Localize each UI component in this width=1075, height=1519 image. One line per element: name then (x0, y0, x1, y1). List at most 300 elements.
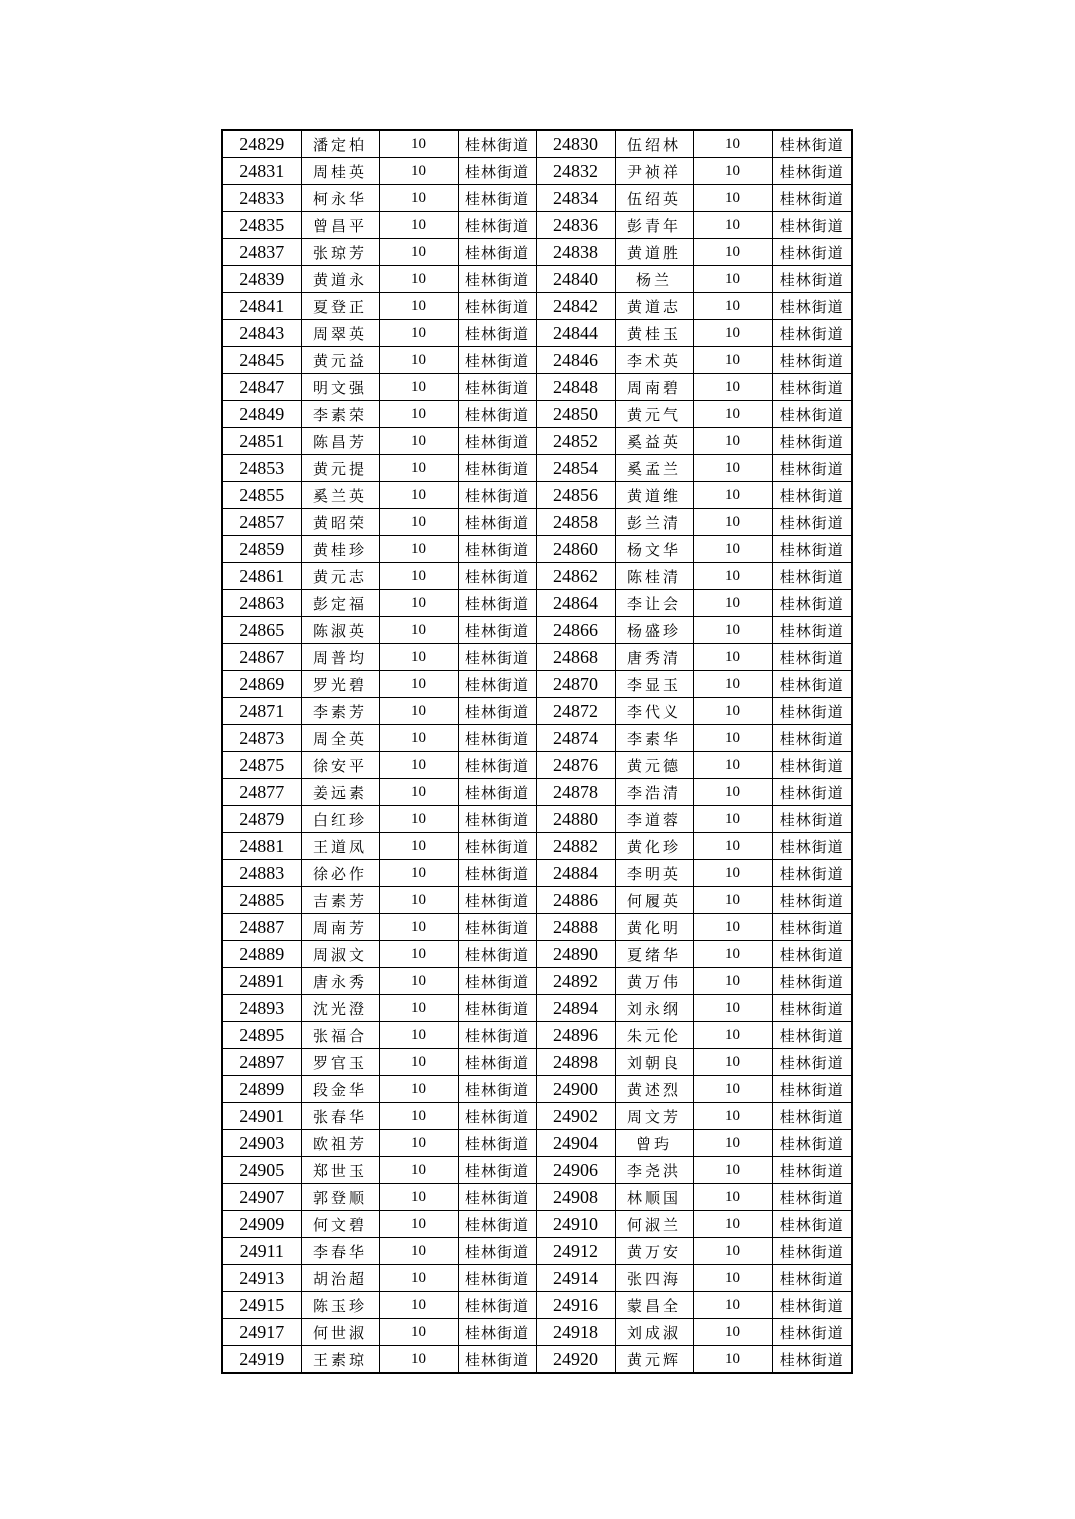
record-id-right: 24872 (536, 698, 615, 725)
record-id-left: 24901 (222, 1103, 301, 1130)
person-name-left: 奚兰英 (301, 482, 379, 509)
person-name-right: 黄元德 (615, 752, 693, 779)
person-name-right: 尹祯祥 (615, 158, 693, 185)
record-id-left: 24837 (222, 239, 301, 266)
record-id-left: 24889 (222, 941, 301, 968)
person-name-left: 周南芳 (301, 914, 379, 941)
amount-left: 10 (379, 887, 458, 914)
person-name-left: 黄道永 (301, 266, 379, 293)
table-row (222, 212, 852, 239)
subdistrict-right: 桂林街道 (772, 590, 852, 617)
table-row (222, 914, 852, 941)
subdistrict-right: 桂林街道 (772, 860, 852, 887)
table-row (222, 1265, 852, 1292)
person-name-left: 夏登正 (301, 293, 379, 320)
person-name-left: 周全英 (301, 725, 379, 752)
subdistrict-right: 桂林街道 (772, 293, 852, 320)
subdistrict-right: 桂林街道 (772, 1265, 852, 1292)
subdistrict-right: 桂林街道 (772, 401, 852, 428)
record-id-left: 24875 (222, 752, 301, 779)
amount-left: 10 (379, 779, 458, 806)
person-name-left: 张琼芳 (301, 239, 379, 266)
table-row (222, 995, 852, 1022)
record-id-right: 24880 (536, 806, 615, 833)
subdistrict-right: 桂林街道 (772, 617, 852, 644)
table-row (222, 779, 852, 806)
subdistrict-left: 桂林街道 (458, 212, 536, 239)
amount-right: 10 (693, 266, 772, 293)
subdistrict-left: 桂林街道 (458, 995, 536, 1022)
record-id-left: 24879 (222, 806, 301, 833)
record-id-left: 24871 (222, 698, 301, 725)
person-name-left: 周淑文 (301, 941, 379, 968)
record-id-right: 24898 (536, 1049, 615, 1076)
table-row (222, 617, 852, 644)
amount-right: 10 (693, 806, 772, 833)
subdistrict-right: 桂林街道 (772, 455, 852, 482)
subdistrict-right: 桂林街道 (772, 239, 852, 266)
person-name-right: 李素华 (615, 725, 693, 752)
person-name-right: 彭青年 (615, 212, 693, 239)
subdistrict-left: 桂林街道 (458, 644, 536, 671)
amount-left: 10 (379, 1103, 458, 1130)
amount-left: 10 (379, 1319, 458, 1346)
person-name-right: 黄元气 (615, 401, 693, 428)
record-id-left: 24869 (222, 671, 301, 698)
table-row (222, 860, 852, 887)
subdistrict-right: 桂林街道 (772, 1292, 852, 1319)
person-name-left: 曾昌平 (301, 212, 379, 239)
amount-right: 10 (693, 320, 772, 347)
record-id-left: 24895 (222, 1022, 301, 1049)
record-id-left: 24885 (222, 887, 301, 914)
person-name-right: 杨盛珍 (615, 617, 693, 644)
amount-left: 10 (379, 374, 458, 401)
table-row (222, 536, 852, 563)
subdistrict-right: 桂林街道 (772, 833, 852, 860)
subdistrict-left: 桂林街道 (458, 698, 536, 725)
record-id-left: 24915 (222, 1292, 301, 1319)
amount-right: 10 (693, 428, 772, 455)
record-id-right: 24864 (536, 590, 615, 617)
table-row (222, 833, 852, 860)
table-row (222, 428, 852, 455)
subdistrict-left: 桂林街道 (458, 374, 536, 401)
person-name-left: 何文碧 (301, 1211, 379, 1238)
subdistrict-left: 桂林街道 (458, 1319, 536, 1346)
amount-left: 10 (379, 914, 458, 941)
subdistrict-right: 桂林街道 (772, 806, 852, 833)
person-name-left: 郭登顺 (301, 1184, 379, 1211)
person-name-right: 黄道志 (615, 293, 693, 320)
person-name-left: 王道凤 (301, 833, 379, 860)
record-id-right: 24838 (536, 239, 615, 266)
amount-left: 10 (379, 1130, 458, 1157)
amount-right: 10 (693, 995, 772, 1022)
roster-table (221, 129, 853, 1374)
subdistrict-right: 桂林街道 (772, 1076, 852, 1103)
record-id-left: 24865 (222, 617, 301, 644)
person-name-left: 黄元志 (301, 563, 379, 590)
subdistrict-left: 桂林街道 (458, 1184, 536, 1211)
record-id-right: 24852 (536, 428, 615, 455)
amount-left: 10 (379, 428, 458, 455)
record-id-right: 24844 (536, 320, 615, 347)
table-row (222, 1130, 852, 1157)
subdistrict-left: 桂林街道 (458, 833, 536, 860)
subdistrict-right: 桂林街道 (772, 1130, 852, 1157)
amount-left: 10 (379, 671, 458, 698)
subdistrict-left: 桂林街道 (458, 725, 536, 752)
record-id-right: 24870 (536, 671, 615, 698)
record-id-right: 24908 (536, 1184, 615, 1211)
record-id-right: 24886 (536, 887, 615, 914)
table-row (222, 590, 852, 617)
subdistrict-left: 桂林街道 (458, 455, 536, 482)
amount-left: 10 (379, 806, 458, 833)
amount-right: 10 (693, 644, 772, 671)
amount-right: 10 (693, 130, 772, 158)
subdistrict-left: 桂林街道 (458, 1103, 536, 1130)
subdistrict-left: 桂林街道 (458, 1157, 536, 1184)
amount-left: 10 (379, 536, 458, 563)
subdistrict-left: 桂林街道 (458, 941, 536, 968)
person-name-left: 白红珍 (301, 806, 379, 833)
record-id-right: 24840 (536, 266, 615, 293)
table-row (222, 185, 852, 212)
person-name-right: 伍绍英 (615, 185, 693, 212)
subdistrict-right: 桂林街道 (772, 536, 852, 563)
record-id-right: 24868 (536, 644, 615, 671)
table-row (222, 130, 852, 158)
table-row (222, 239, 852, 266)
record-id-left: 24839 (222, 266, 301, 293)
table-row (222, 347, 852, 374)
person-name-right: 李让会 (615, 590, 693, 617)
person-name-right: 李代义 (615, 698, 693, 725)
amount-left: 10 (379, 293, 458, 320)
table-row (222, 401, 852, 428)
amount-left: 10 (379, 239, 458, 266)
amount-left: 10 (379, 158, 458, 185)
subdistrict-left: 桂林街道 (458, 158, 536, 185)
amount-right: 10 (693, 509, 772, 536)
amount-left: 10 (379, 941, 458, 968)
person-name-left: 沈光澄 (301, 995, 379, 1022)
person-name-left: 陈玉珍 (301, 1292, 379, 1319)
record-id-left: 24829 (222, 130, 301, 158)
record-id-right: 24856 (536, 482, 615, 509)
record-id-right: 24854 (536, 455, 615, 482)
table-row (222, 806, 852, 833)
record-id-left: 24861 (222, 563, 301, 590)
person-name-right: 杨文华 (615, 536, 693, 563)
record-id-left: 24835 (222, 212, 301, 239)
record-id-right: 24896 (536, 1022, 615, 1049)
subdistrict-right: 桂林街道 (772, 779, 852, 806)
record-id-left: 24849 (222, 401, 301, 428)
person-name-left: 徐必作 (301, 860, 379, 887)
amount-left: 10 (379, 1022, 458, 1049)
record-id-left: 24845 (222, 347, 301, 374)
record-id-right: 24900 (536, 1076, 615, 1103)
record-id-left: 24881 (222, 833, 301, 860)
subdistrict-left: 桂林街道 (458, 968, 536, 995)
subdistrict-right: 桂林街道 (772, 1022, 852, 1049)
subdistrict-left: 桂林街道 (458, 887, 536, 914)
subdistrict-left: 桂林街道 (458, 428, 536, 455)
table-row (222, 293, 852, 320)
person-name-right: 朱元伦 (615, 1022, 693, 1049)
record-id-left: 24897 (222, 1049, 301, 1076)
table-row (222, 1292, 852, 1319)
record-id-right: 24866 (536, 617, 615, 644)
person-name-left: 黄元提 (301, 455, 379, 482)
amount-left: 10 (379, 752, 458, 779)
person-name-right: 李道蓉 (615, 806, 693, 833)
amount-right: 10 (693, 239, 772, 266)
record-id-right: 24848 (536, 374, 615, 401)
record-id-left: 24833 (222, 185, 301, 212)
subdistrict-left: 桂林街道 (458, 347, 536, 374)
table-row (222, 1049, 852, 1076)
subdistrict-right: 桂林街道 (772, 563, 852, 590)
record-id-left: 24919 (222, 1346, 301, 1374)
amount-right: 10 (693, 1238, 772, 1265)
amount-left: 10 (379, 1292, 458, 1319)
record-id-left: 24867 (222, 644, 301, 671)
record-id-right: 24890 (536, 941, 615, 968)
record-id-left: 24855 (222, 482, 301, 509)
amount-right: 10 (693, 293, 772, 320)
record-id-left: 24843 (222, 320, 301, 347)
person-name-right: 周文芳 (615, 1103, 693, 1130)
subdistrict-left: 桂林街道 (458, 130, 536, 158)
person-name-right: 周南碧 (615, 374, 693, 401)
subdistrict-left: 桂林街道 (458, 779, 536, 806)
record-id-right: 24918 (536, 1319, 615, 1346)
subdistrict-right: 桂林街道 (772, 428, 852, 455)
subdistrict-right: 桂林街道 (772, 482, 852, 509)
person-name-right: 伍绍林 (615, 130, 693, 158)
record-id-right: 24916 (536, 1292, 615, 1319)
person-name-left: 李素芳 (301, 698, 379, 725)
amount-left: 10 (379, 1211, 458, 1238)
subdistrict-left: 桂林街道 (458, 563, 536, 590)
record-id-right: 24920 (536, 1346, 615, 1374)
subdistrict-right: 桂林街道 (772, 185, 852, 212)
record-id-left: 24891 (222, 968, 301, 995)
table-row (222, 455, 852, 482)
record-id-right: 24914 (536, 1265, 615, 1292)
person-name-left: 明文强 (301, 374, 379, 401)
amount-right: 10 (693, 1184, 772, 1211)
amount-right: 10 (693, 1103, 772, 1130)
person-name-left: 李素荣 (301, 401, 379, 428)
amount-right: 10 (693, 212, 772, 239)
subdistrict-right: 桂林街道 (772, 698, 852, 725)
amount-right: 10 (693, 914, 772, 941)
record-id-right: 24836 (536, 212, 615, 239)
amount-right: 10 (693, 779, 772, 806)
person-name-right: 唐秀清 (615, 644, 693, 671)
person-name-left: 罗官玉 (301, 1049, 379, 1076)
person-name-right: 林顺国 (615, 1184, 693, 1211)
person-name-left: 郑世玉 (301, 1157, 379, 1184)
person-name-left: 欧祖芳 (301, 1130, 379, 1157)
subdistrict-left: 桂林街道 (458, 914, 536, 941)
subdistrict-left: 桂林街道 (458, 1049, 536, 1076)
amount-left: 10 (379, 563, 458, 590)
record-id-right: 24904 (536, 1130, 615, 1157)
record-id-left: 24841 (222, 293, 301, 320)
amount-right: 10 (693, 536, 772, 563)
subdistrict-right: 桂林街道 (772, 1211, 852, 1238)
person-name-right: 陈桂清 (615, 563, 693, 590)
subdistrict-right: 桂林街道 (772, 374, 852, 401)
person-name-left: 彭定福 (301, 590, 379, 617)
amount-right: 10 (693, 1346, 772, 1374)
table-row (222, 887, 852, 914)
amount-left: 10 (379, 1238, 458, 1265)
person-name-left: 黄桂珍 (301, 536, 379, 563)
subdistrict-left: 桂林街道 (458, 1346, 536, 1374)
amount-right: 10 (693, 698, 772, 725)
table-row (222, 509, 852, 536)
subdistrict-right: 桂林街道 (772, 158, 852, 185)
person-name-right: 刘成淑 (615, 1319, 693, 1346)
record-id-left: 24857 (222, 509, 301, 536)
table-row (222, 266, 852, 293)
person-name-right: 李显玉 (615, 671, 693, 698)
table-row (222, 671, 852, 698)
table-row (222, 1211, 852, 1238)
amount-left: 10 (379, 1346, 458, 1374)
subdistrict-right: 桂林街道 (772, 914, 852, 941)
amount-left: 10 (379, 1076, 458, 1103)
subdistrict-left: 桂林街道 (458, 185, 536, 212)
subdistrict-left: 桂林街道 (458, 1211, 536, 1238)
subdistrict-right: 桂林街道 (772, 1346, 852, 1374)
person-name-right: 奚孟兰 (615, 455, 693, 482)
subdistrict-right: 桂林街道 (772, 347, 852, 374)
amount-left: 10 (379, 130, 458, 158)
record-id-right: 24912 (536, 1238, 615, 1265)
amount-right: 10 (693, 725, 772, 752)
subdistrict-right: 桂林街道 (772, 1103, 852, 1130)
record-id-left: 24863 (222, 590, 301, 617)
person-name-right: 李浩清 (615, 779, 693, 806)
amount-right: 10 (693, 590, 772, 617)
record-id-left: 24899 (222, 1076, 301, 1103)
record-id-right: 24850 (536, 401, 615, 428)
amount-right: 10 (693, 617, 772, 644)
record-id-right: 24830 (536, 130, 615, 158)
table-row (222, 1346, 852, 1374)
amount-right: 10 (693, 1265, 772, 1292)
person-name-right: 黄万安 (615, 1238, 693, 1265)
amount-right: 10 (693, 941, 772, 968)
amount-right: 10 (693, 1049, 772, 1076)
record-id-left: 24903 (222, 1130, 301, 1157)
person-name-right: 何履英 (615, 887, 693, 914)
person-name-right: 黄万伟 (615, 968, 693, 995)
subdistrict-left: 桂林街道 (458, 1238, 536, 1265)
subdistrict-right: 桂林街道 (772, 752, 852, 779)
record-id-right: 24834 (536, 185, 615, 212)
person-name-left: 吉素芳 (301, 887, 379, 914)
amount-right: 10 (693, 671, 772, 698)
amount-left: 10 (379, 725, 458, 752)
amount-left: 10 (379, 401, 458, 428)
subdistrict-right: 桂林街道 (772, 671, 852, 698)
record-id-left: 24831 (222, 158, 301, 185)
person-name-right: 彭兰清 (615, 509, 693, 536)
person-name-left: 周桂英 (301, 158, 379, 185)
person-name-left: 柯永华 (301, 185, 379, 212)
amount-left: 10 (379, 968, 458, 995)
person-name-left: 周翠英 (301, 320, 379, 347)
amount-left: 10 (379, 185, 458, 212)
record-id-right: 24874 (536, 725, 615, 752)
record-id-left: 24913 (222, 1265, 301, 1292)
amount-left: 10 (379, 455, 458, 482)
person-name-left: 陈淑英 (301, 617, 379, 644)
amount-left: 10 (379, 320, 458, 347)
person-name-left: 何世淑 (301, 1319, 379, 1346)
person-name-left: 唐永秀 (301, 968, 379, 995)
person-name-right: 黄桂玉 (615, 320, 693, 347)
person-name-right: 黄元辉 (615, 1346, 693, 1374)
amount-left: 10 (379, 347, 458, 374)
subdistrict-right: 桂林街道 (772, 941, 852, 968)
amount-right: 10 (693, 1157, 772, 1184)
record-id-left: 24877 (222, 779, 301, 806)
amount-left: 10 (379, 860, 458, 887)
subdistrict-right: 桂林街道 (772, 968, 852, 995)
person-name-right: 黄化珍 (615, 833, 693, 860)
subdistrict-left: 桂林街道 (458, 293, 536, 320)
record-id-left: 24847 (222, 374, 301, 401)
record-id-left: 24911 (222, 1238, 301, 1265)
table-row (222, 482, 852, 509)
record-id-right: 24862 (536, 563, 615, 590)
record-id-right: 24892 (536, 968, 615, 995)
amount-left: 10 (379, 212, 458, 239)
person-name-right: 蒙昌全 (615, 1292, 693, 1319)
amount-left: 10 (379, 1157, 458, 1184)
amount-right: 10 (693, 455, 772, 482)
person-name-left: 周普均 (301, 644, 379, 671)
amount-left: 10 (379, 509, 458, 536)
amount-right: 10 (693, 563, 772, 590)
table-row (222, 374, 852, 401)
amount-right: 10 (693, 833, 772, 860)
person-name-right: 黄道胜 (615, 239, 693, 266)
amount-right: 10 (693, 1130, 772, 1157)
record-id-left: 24887 (222, 914, 301, 941)
subdistrict-left: 桂林街道 (458, 1265, 536, 1292)
amount-left: 10 (379, 1049, 458, 1076)
record-id-left: 24873 (222, 725, 301, 752)
subdistrict-left: 桂林街道 (458, 1130, 536, 1157)
person-name-left: 张春华 (301, 1103, 379, 1130)
record-id-right: 24882 (536, 833, 615, 860)
subdistrict-left: 桂林街道 (458, 1022, 536, 1049)
subdistrict-left: 桂林街道 (458, 320, 536, 347)
subdistrict-right: 桂林街道 (772, 266, 852, 293)
person-name-left: 张福合 (301, 1022, 379, 1049)
